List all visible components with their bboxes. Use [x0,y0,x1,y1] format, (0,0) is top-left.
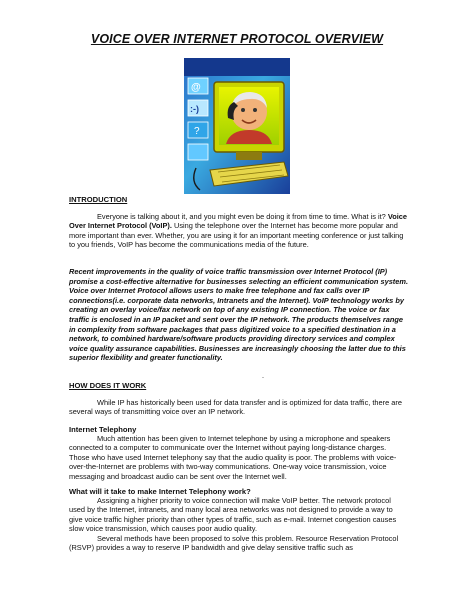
introduction-heading: INTRODUCTION [69,195,128,204]
internet-telephony-heading: Internet Telephony [69,425,137,434]
introduction-paragraph-1 [69,212,408,250]
what-will-it-take-paragraph-1: Assigning a higher priority to voice connection will make VoIP better. The network protocol used by the Internet, intranets, and many local area networks was not designed to provide a way to give voice traffic higher priority than other types of traffic, such as e-mail. Internet congestion causes slow voice transmission, which causes poor audio quality. [69,496,397,534]
page-separator-mark: - [262,375,264,381]
intro-p1-trailing-text: Using the telephone over the Internet has become more popular and more important than ever. Whether, you are using it for an important meeting conference or just talking to you friends, VoIP has become the communications media of the future. [69,221,404,250]
how-it-works-paragraph: While IP has historically been used for data transfer and is optimized for data traffic, there are several ways of transmitting voice over an IP network. [69,398,402,417]
document-title: VOICE OVER INTERNET PROTOCOL OVERVIEW [90,32,384,46]
svg-text::-): :-) [190,104,199,114]
intro-p1-bold-term: Voice Over Internet Protocol (VoIP). [69,212,408,231]
what-will-it-take-heading: What will it take to make Internet Telephony work? [69,487,251,496]
voip-illustration-icon [184,58,290,194]
what-will-it-take-paragraph-2: Several methods have been proposed to solve this problem. Resource Reservation Protocol (RSVP) provides a way to reserve IP bandwidth and give delay sensitive traffic such as [69,534,399,553]
svg-text:?: ? [194,126,200,137]
introduction-paragraph-2: Recent improvements in the quality of voice traffic transmission over Internet Protocol (IP) promise a cost-effective alternative for businesses selecting an efficient communication system. Voice over Internet Protocol allows users to make free telephone and fax calls over IP connections(i.e. corporate data networks, Intranets and the Internet). VoIP technology works by creating an overlay voice/fax network on top of any existing IP connection. The voice or fax traffic is enclosed in an IP packet and sent over the IP network. The products themselves range in complexity from software packages that pass digitized voice to a specified destination in a network, to combined hardware/software products providing directory services and complex voice quality assurance capabilities. Businesses are increasingly choosing the latter due to this superior flexibility and greater functionality. [69,267,408,363]
internet-telephony-paragraph: Much attention has been given to Internet telephone by using a microphone and speakers connected to a computer to communicate over the Internet without paying long-distance charges. Those who have used Internet telephony say that the audio quality is poor. The problems with voice-over-the-Internet are problems with two-way communications. One-way voice transmission, voice messaging and broadcast audio can be sent over the Internet well. [69,434,397,481]
how-it-works-heading: HOW DOES IT WORK [69,381,147,390]
svg-text:@: @ [191,82,201,93]
intro-p1-lead-text: Everyone is talking about it, and you might even be doing it from time to time. What is it? [97,212,386,221]
